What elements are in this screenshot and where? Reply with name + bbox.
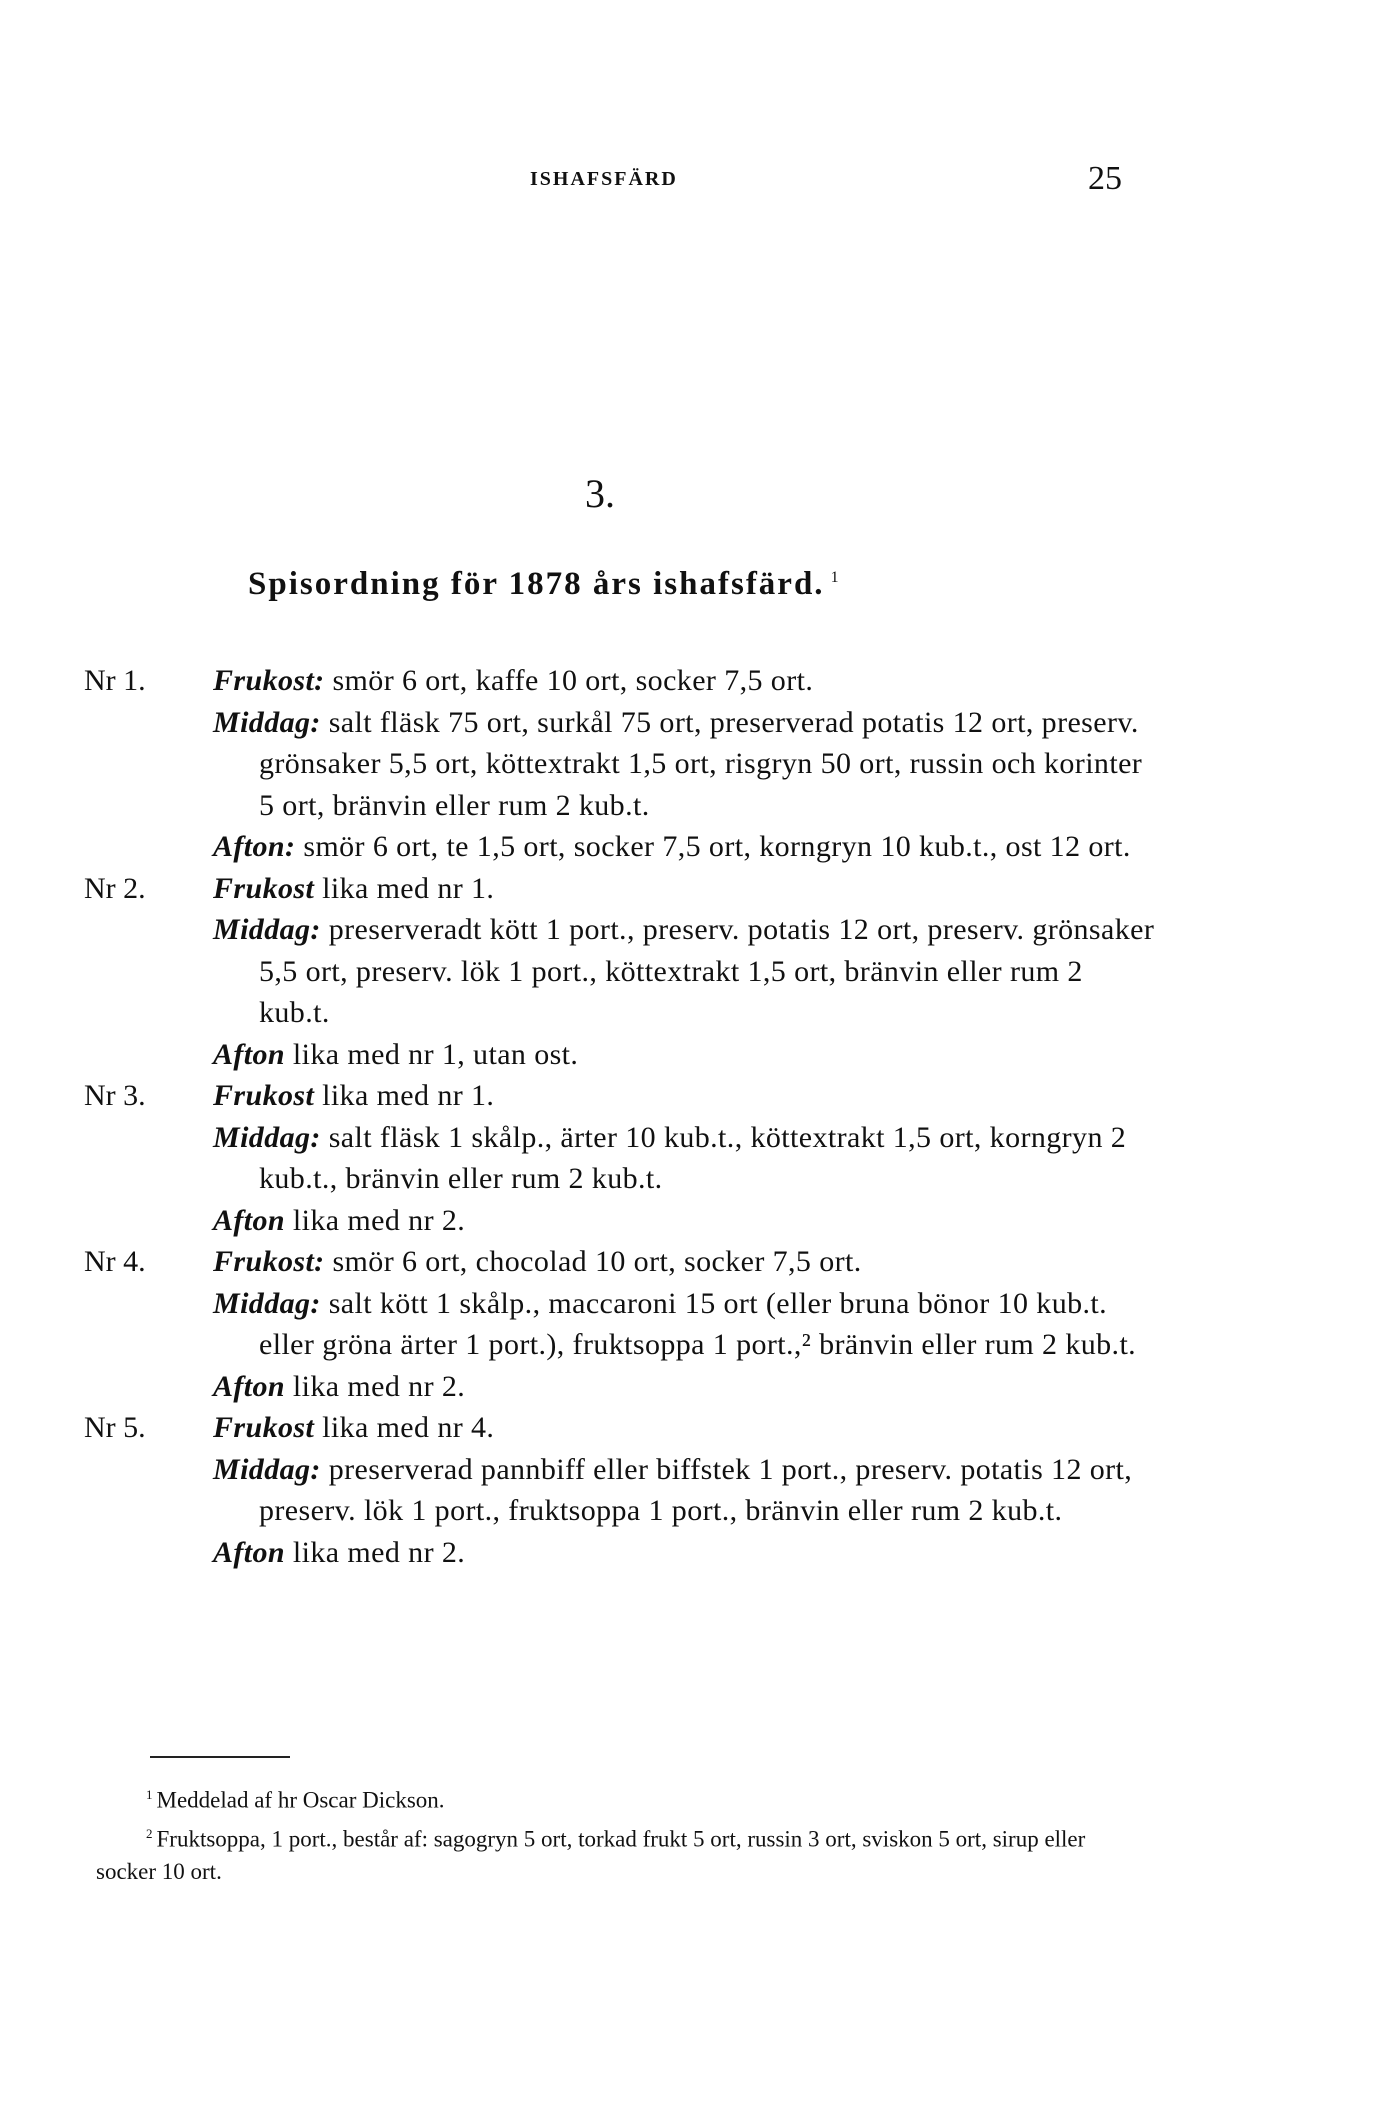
footnote-text: Fruktsoppa, 1 port., består af: sagogryn 5 ort, torkad frukt 5 ort, russin 3 ort, sviskon 5 ort, sirup eller socker 10 ort. — [96, 1826, 1086, 1885]
entry-number: Nr 5. — [84, 1411, 146, 1444]
meal-name: Middag: — [213, 705, 321, 739]
meal-name: Middag: — [213, 1286, 321, 1320]
meal-line — [213, 660, 1159, 702]
meal-line — [213, 702, 1159, 827]
meal-name: Frukost: — [213, 664, 325, 697]
section-title — [248, 566, 841, 603]
meal-line — [213, 1366, 1159, 1408]
section-number: 3. — [585, 471, 615, 516]
meal-line — [213, 826, 1159, 868]
footnote-divider — [150, 1756, 290, 1758]
meal-line — [213, 1532, 1159, 1574]
entry-number: Nr 1. — [84, 664, 146, 697]
meal-text: lika med nr 4. — [314, 1411, 495, 1444]
meal-text: lika med nr 2. — [285, 1369, 466, 1403]
menu-schedule — [0, 660, 1400, 1573]
meal-line — [213, 1449, 1159, 1532]
entry-number: Nr 4. — [84, 1245, 146, 1278]
meal-text: smör 6 ort, kaffe 10 ort, socker 7,5 ort. — [324, 664, 814, 697]
menu-entry — [0, 1407, 1400, 1573]
meal-name: Afton — [213, 1037, 286, 1071]
meal-line — [213, 1117, 1159, 1200]
meal-name: Afton — [213, 1535, 286, 1569]
meal-name: Afton: — [213, 830, 296, 863]
meal-name: Frukost — [213, 1411, 315, 1444]
meal-text: smör 6 ort, te 1,5 ort, socker 7,5 ort, korngryn 10 kub.t., ost 12 ort. — [295, 830, 1131, 863]
meal-line — [213, 1407, 1159, 1449]
menu-entry — [0, 660, 1400, 868]
meal-line — [213, 1283, 1159, 1366]
meal-name: Afton — [213, 1369, 286, 1403]
meal-line — [213, 1241, 1159, 1283]
meal-line — [213, 1200, 1159, 1242]
section-title-text: Spisordning för 1878 års ishafsfärd. — [248, 566, 825, 602]
meal-text: salt kött 1 skålp., maccaroni 15 ort (eller bruna bönor 10 kub.t. eller gröna ärter 1 port.), fruktsoppa 1 port.,² bränvin eller rum 2 kub.t. — [259, 1286, 1137, 1361]
meal-line — [213, 1034, 1159, 1076]
meal-text: salt fläsk 1 skålp., ärter 10 kub.t., köttextrakt 1,5 ort, korngryn 2 kub.t., bränvin eller rum 2 kub.t. — [259, 1120, 1127, 1195]
footnote — [96, 1817, 1116, 1889]
meal-name: Frukost: — [213, 1245, 325, 1278]
meal-name: Afton — [213, 1203, 286, 1237]
meal-name: Middag: — [213, 1452, 321, 1486]
footnote-mark: 1 — [146, 1787, 153, 1802]
meal-name: Frukost — [213, 871, 315, 905]
meal-text: lika med nr 2. — [285, 1535, 466, 1569]
meal-name: Frukost — [213, 1079, 315, 1112]
menu-entry — [0, 868, 1400, 1076]
entry-number: Nr 3. — [84, 1079, 146, 1112]
meal-text: smör 6 ort, chocolad 10 ort, socker 7,5 ort. — [324, 1245, 862, 1278]
footnote-mark: 2 — [146, 1825, 153, 1841]
meal-line — [213, 1075, 1159, 1117]
meal-text: lika med nr 1. — [314, 1079, 495, 1112]
footnotes — [96, 1778, 1116, 1888]
meal-text: lika med nr 1, utan ost. — [285, 1037, 579, 1071]
running-title: ISHAFSFÄRD — [530, 168, 678, 190]
menu-entry — [0, 1241, 1400, 1407]
menu-entry — [0, 1075, 1400, 1241]
page-number: 25 — [1088, 160, 1122, 197]
meal-name: Middag: — [213, 1120, 321, 1154]
meal-name: Middag: — [213, 913, 321, 946]
meal-line — [213, 868, 1159, 910]
meal-line — [213, 909, 1159, 1034]
meal-text: lika med nr 2. — [285, 1203, 466, 1237]
entry-number: Nr 2. — [84, 871, 146, 905]
meal-text: lika med nr 1. — [314, 871, 495, 905]
meal-text: preserveradt kött 1 port., preserv. potatis 12 ort, preserv. grönsaker 5,5 ort, preserv. lök 1 port., köttextrakt 1,5 ort, bränvin eller rum 2 kub.t. — [259, 913, 1155, 1029]
meal-text: preserverad pannbiff eller biffstek 1 port., preserv. potatis 12 ort, preserv. lök 1 port., fruktsoppa 1 port., bränvin eller rum 2 kub.t. — [259, 1452, 1133, 1527]
footnote-reference: 1 — [830, 569, 841, 586]
footnote — [96, 1778, 1116, 1817]
footnote-text: Meddelad af hr Oscar Dickson. — [156, 1787, 445, 1813]
meal-text: salt fläsk 75 ort, surkål 75 ort, preserverad potatis 12 ort, preserv. grönsaker 5,5 ort, köttextrakt 1,5 ort, risgryn 50 ort, russin och korinter 5 ort, bränvin eller rum 2 kub.t. — [259, 705, 1143, 822]
